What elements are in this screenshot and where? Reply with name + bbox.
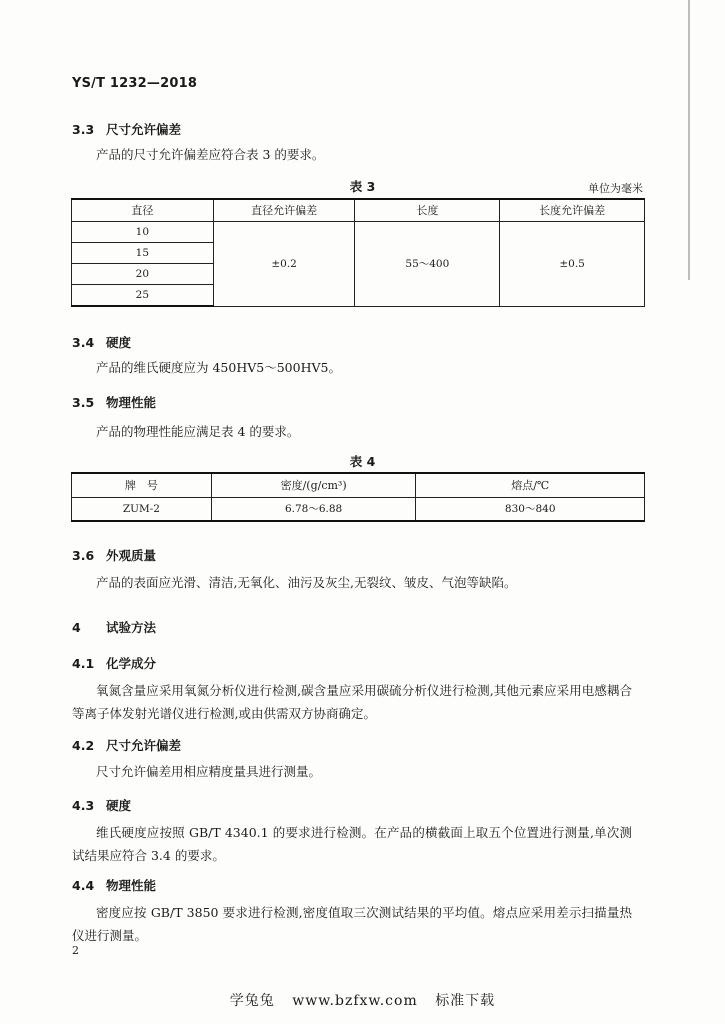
column-header: 密度/(g/cm³) (211, 473, 416, 497)
section-4-3-heading (72, 796, 131, 814)
table-3-caption: 表 3 (349, 179, 376, 194)
section-number: 4.1 (72, 656, 95, 671)
table-cell: 15 (72, 242, 214, 263)
table-4-caption: 表 4 (349, 454, 376, 469)
page-number: 2 (72, 944, 79, 957)
section-3-5-text: 产品的物理性能应满足表 4 的要求。 (96, 424, 300, 439)
section-3-3-heading (72, 120, 181, 138)
table-cell: ±0.5 (500, 221, 645, 306)
section-title: 硬度 (106, 798, 132, 813)
column-header: 牌 号 (72, 473, 212, 497)
section-title: 外观质量 (106, 548, 157, 563)
section-4-1-text: 氧氮含量应采用氧氮分析仪进行检测,碳含量应采用碳硫分析仪进行检测,其他元素应采用电感耦合等离子体发射光谱仪进行检测,或由供需双方协商确定。 (72, 683, 632, 721)
section-number: 4.3 (72, 798, 95, 813)
section-4-4-heading (72, 876, 156, 894)
table-3-unit: 单位为毫米 (588, 182, 643, 195)
section-title: 物理性能 (106, 878, 157, 893)
section-number: 3.4 (72, 335, 95, 350)
section-number: 4 (72, 620, 81, 635)
table-cell: ±0.2 (213, 221, 355, 306)
section-title: 试验方法 (106, 620, 157, 635)
footer-url[interactable]: www.bzfxw.com (292, 993, 418, 1009)
column-header: 熔点/℃ (416, 473, 645, 497)
table-cell: ZUM-2 (72, 497, 212, 521)
section-4-1-heading (72, 654, 156, 672)
section-3-4-heading (72, 333, 131, 351)
table-cell: 6.78～6.88 (211, 497, 416, 521)
table-cell: 830～840 (416, 497, 645, 521)
document-code: YS/T 1232—2018 (72, 76, 198, 91)
section-number: 3.3 (72, 122, 95, 137)
section-number: 3.5 (72, 395, 95, 410)
section-title: 化学成分 (106, 656, 157, 671)
section-title: 尺寸允许偏差 (106, 122, 182, 137)
section-3-6-heading (72, 546, 156, 564)
section-4-4-text: 密度应按 GB/T 3850 要求进行检测,密度值取三次测试结果的平均值。熔点应采用差示扫描量热仪进行测量。 (72, 905, 632, 943)
table-3 (71, 198, 645, 307)
table-cell: 10 (72, 221, 214, 242)
section-4-2-heading (72, 736, 181, 754)
table-cell: 25 (72, 284, 214, 306)
table-cell: 20 (72, 263, 214, 284)
section-number: 4.4 (72, 878, 95, 893)
section-4-3-text: 维氏硬度应按照 GB/T 4340.1 的要求进行检测。在产品的横截面上取五个位置进行测量,单次测试结果应符合 3.4 的要求。 (72, 825, 632, 863)
table-4 (71, 472, 645, 522)
table-cell: 55～400 (355, 221, 500, 306)
section-3-3-text: 产品的尺寸允许偏差应符合表 3 的要求。 (96, 147, 325, 162)
section-title: 尺寸允许偏差 (106, 738, 182, 753)
section-number: 4.2 (72, 738, 95, 753)
section-4-2-text: 尺寸允许偏差用相应精度量具进行测量。 (96, 764, 322, 779)
section-3-5-heading (72, 393, 156, 411)
column-header: 长度允许偏差 (500, 199, 645, 221)
scan-edge-line (688, 0, 690, 280)
footer-tagline: 标准下载 (435, 993, 496, 1009)
section-number: 3.6 (72, 548, 95, 563)
section-title: 硬度 (106, 335, 132, 350)
footer-watermark (0, 990, 725, 1010)
column-header: 直径允许偏差 (213, 199, 355, 221)
column-header: 长度 (355, 199, 500, 221)
footer-site-name: 学兔兔 (229, 993, 275, 1009)
section-4-heading (72, 618, 156, 636)
section-title: 物理性能 (106, 395, 157, 410)
column-header: 直径 (72, 199, 214, 221)
section-3-6-text: 产品的表面应光滑、清洁,无氧化、油污及灰尘,无裂纹、皱皮、气泡等缺陷。 (96, 575, 517, 590)
section-3-4-text: 产品的维氏硬度应为 450HV5～500HV5。 (96, 360, 341, 375)
